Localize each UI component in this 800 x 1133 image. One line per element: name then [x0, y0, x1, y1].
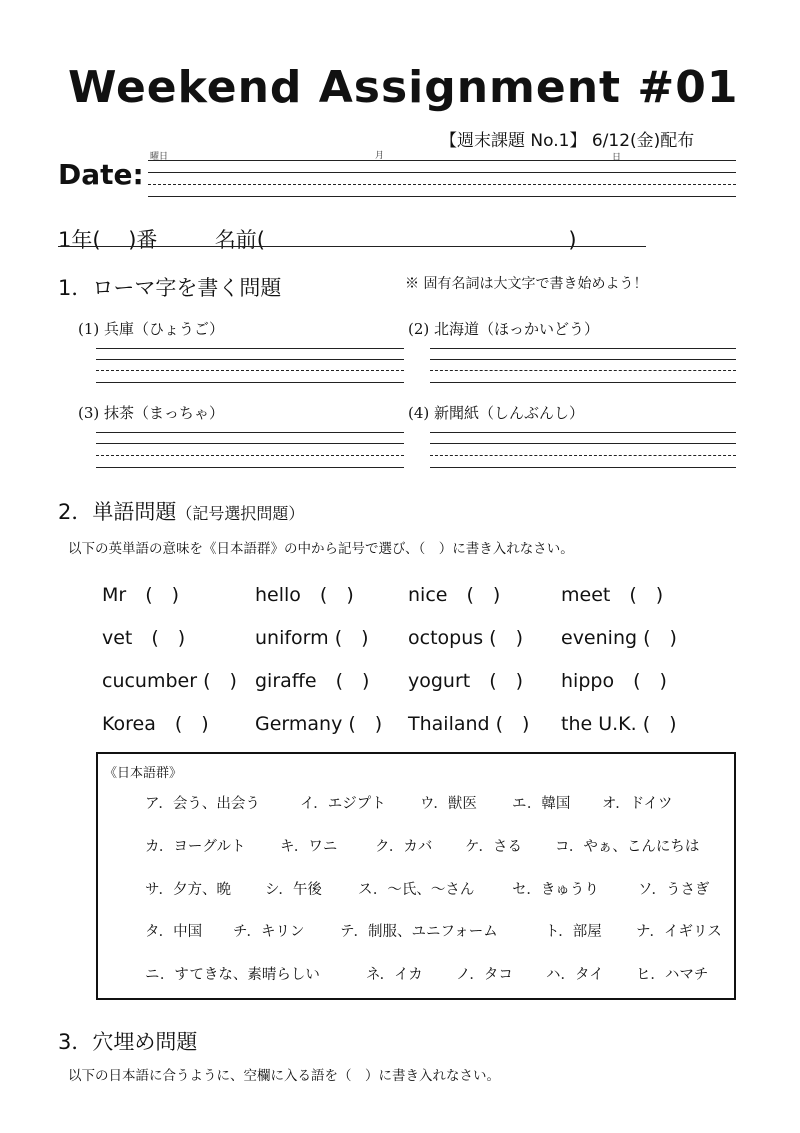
option-item: ナ．イギリス — [636, 924, 722, 940]
word-item: nice ( ) — [408, 584, 501, 606]
section1-heading: 1．ローマ字を書く問題 — [58, 276, 282, 300]
date-weekday-label: 曜日 — [150, 152, 169, 162]
class-number-label: 1年( )番 — [58, 228, 158, 252]
word-bank-title: 《日本語群》 — [104, 766, 183, 781]
option-item: チ．キリン — [233, 924, 305, 940]
option-item: ソ．うさぎ — [638, 882, 710, 898]
word-item: hello ( ) — [255, 584, 354, 606]
option-item: ネ．イカ — [366, 967, 423, 983]
option-item: オ．ドイツ — [602, 796, 673, 812]
word-item: yogurt ( ) — [408, 670, 524, 692]
name-row — [58, 224, 577, 254]
page-title: Weekend Assignment #01 — [68, 62, 739, 113]
option-item: サ．夕方、晩 — [145, 882, 231, 898]
section2-heading-sub: （記号選択問題） — [176, 504, 305, 523]
word-item: evening ( ) — [561, 627, 677, 649]
word-item: Korea ( ) — [102, 713, 209, 735]
word-item: hippo ( ) — [561, 670, 667, 692]
question-1-label: (1) 兵庫（ひょうご） — [78, 320, 225, 338]
word-item: octopus ( ) — [408, 627, 524, 649]
section3-instruction: 以下の日本語に合うように、空欄に入る語を（ ）に書き入れなさい。 — [68, 1068, 500, 1084]
date-month-label: 月 — [375, 151, 385, 161]
option-item: コ．やぁ、こんにちは — [555, 839, 700, 855]
option-item: シ．午後 — [265, 882, 322, 898]
option-item: ア．会う、出会う — [145, 796, 260, 812]
date-day-label: 日 — [612, 153, 622, 163]
word-item: Thailand ( ) — [408, 713, 530, 735]
section1-note: ※ 固有名詞は大文字で書き始めよう！ — [405, 276, 648, 292]
section2-heading-main: 2．単語問題 — [58, 500, 177, 524]
word-item: vet ( ) — [102, 627, 186, 649]
section2-instruction: 以下の英単語の意味を《日本語群》の中から記号で選び、（ ）に書き入れなさい。 — [68, 541, 574, 557]
option-item: セ．きゅうり — [512, 882, 599, 898]
word-item: giraffe ( ) — [255, 670, 370, 692]
option-item: ケ．さる — [465, 839, 522, 855]
option-item: ト．部屋 — [545, 924, 602, 940]
option-item: ニ．すてきな、素晴らしい — [145, 967, 320, 983]
section2-heading — [58, 496, 304, 526]
option-item: ヒ．ハマチ — [636, 967, 709, 983]
question-3-label: (3) 抹茶（まっちゃ） — [78, 404, 225, 422]
assignment-subtitle: 【週末課題 No.1】 6/12(金)配布 — [440, 131, 695, 151]
option-item: ハ．タイ — [546, 967, 604, 983]
word-item: uniform ( ) — [255, 627, 369, 649]
question-2-label: (2) 北海道（ほっかいどう） — [408, 320, 600, 338]
question-4-label: (4) 新聞紙（しんぶんし） — [408, 404, 585, 422]
name-close-paren: ) — [568, 228, 577, 252]
date-label: Date: — [58, 158, 144, 191]
word-item: meet ( ) — [561, 584, 664, 606]
option-item: タ．中国 — [145, 924, 203, 940]
name-underline[interactable] — [58, 246, 646, 247]
word-item: cucumber ( ) — [102, 670, 237, 692]
option-item: キ．ワニ — [280, 839, 338, 855]
word-item: Germany ( ) — [255, 713, 383, 735]
section3-heading: 3．穴埋め問題 — [58, 1030, 198, 1054]
word-item: Mr ( ) — [102, 584, 180, 606]
option-item: エ．韓国 — [512, 796, 571, 812]
name-label: 名前( — [214, 228, 265, 252]
option-item: ノ．タコ — [456, 967, 513, 983]
word-item: the U.K. ( ) — [561, 713, 677, 735]
option-item: ウ．獣医 — [420, 796, 477, 812]
option-item: テ．制服、ユニフォーム — [340, 924, 498, 940]
option-item: イ．エジプト — [300, 796, 386, 812]
option-item: ク．カバ — [375, 839, 433, 855]
option-item: カ．ヨーグルト — [145, 839, 246, 855]
option-item: ス．～氏、～さん — [358, 882, 475, 898]
